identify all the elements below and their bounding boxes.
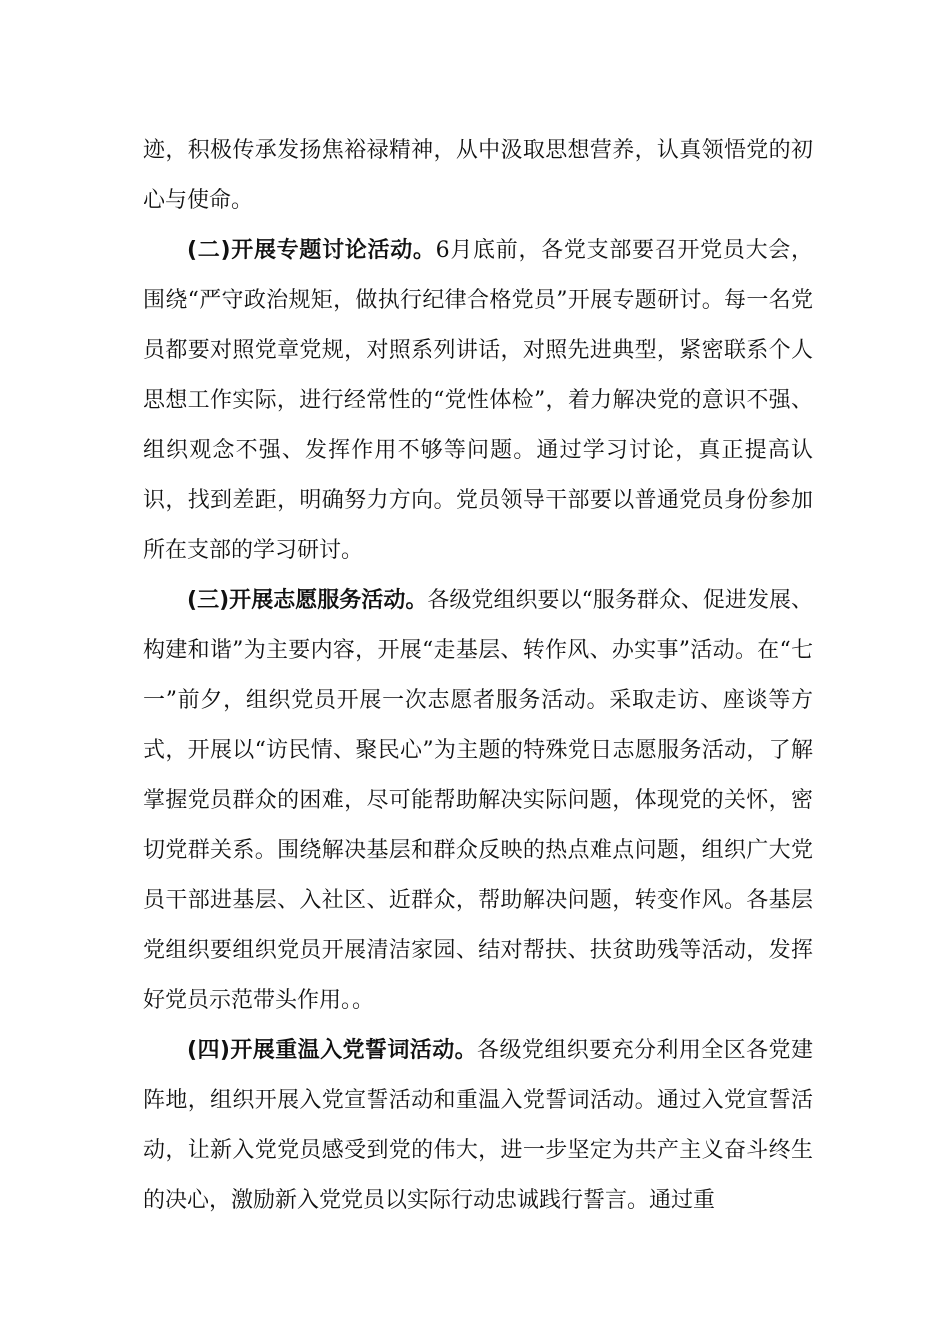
section-4-heading: (四)开展重温入党誓词活动。: [187, 1038, 478, 1063]
section-2-text: 6月底前，各党支部要召开党员大会，围绕“严守政治规矩，做执行纪律合格党员”开展专题研讨。每一名党员都要对照党章党规，对照系列讲话，对照先进典型，紧密联系个人思想工作实际，进行经常性的“党性体检”，着力解决党的意识不强、组织观念不强、发挥作用不够等问题。通过学习讨论，真正提高认识，找到差距，明确努力方向。党员领导干部要以普通党员身份参加所在支部的学习研讨。: [143, 238, 813, 563]
section-3-text: 各级党组织要以“服务群众、促进发展、构建和谐”为主要内容，开展“走基层、转作风、办实事”活动。在“七一”前夕，组织党员开展一次志愿者服务活动。采取走访、座谈等方式，开展以“访民情、聚民心”为主题的特殊党日志愿服务活动，了解掌握党员群众的困难，尽可能帮助解决实际问题，体现党的关怀，密切党群关系。围绕解决基层和群众反映的热点难点问题，组织广大党员干部进基层、入社区、近群众，帮助解决问题，转变作风。各基层党组织要组织党员开展清洁家园、结对帮扶、扶贫助残等活动，发挥好党员示范带头作用。。: [143, 588, 813, 1013]
section-3-heading: (三)开展志愿服务活动。: [187, 588, 428, 613]
section-2-heading: (二)开展专题讨论活动。: [187, 238, 436, 263]
section-4-paragraph: [143, 1026, 813, 1226]
document-body: [143, 126, 813, 1226]
paragraph-text: 迹，积极传承发扬焦裕禄精神，从中汲取思想营养，认真领悟党的初心与使命。: [143, 138, 813, 213]
section-2-paragraph: [143, 226, 813, 576]
section-4-text: 各级党组织要充分利用全区各党建阵地，组织开展入党宣誓活动和重温入党誓词活动。通过入党宣誓活动，让新入党党员感受到党的伟大，进一步坚定为共产主义奋斗终生的决心，激励新入党党员以实际行动忠诚践行誓言。通过重: [143, 1038, 813, 1213]
section-3-paragraph: [143, 576, 813, 1026]
paragraph-continuation: [143, 126, 813, 226]
